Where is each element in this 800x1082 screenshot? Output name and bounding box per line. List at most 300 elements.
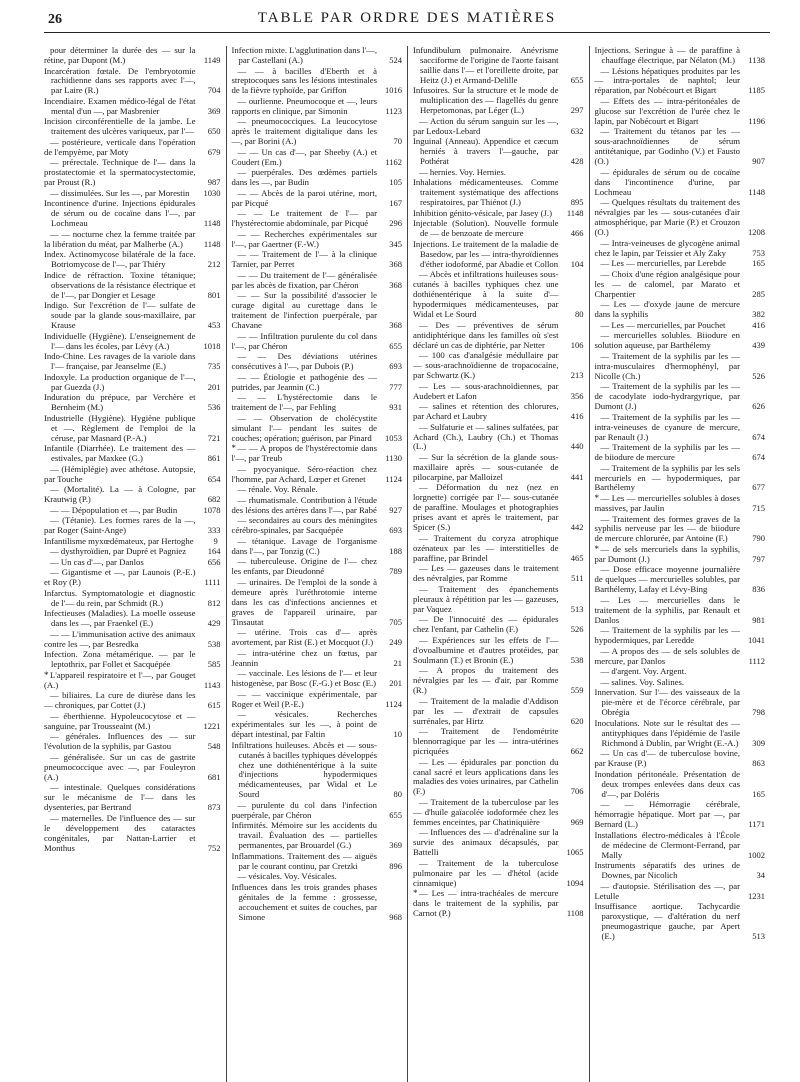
index-entry [595,331,766,351]
index-entry [232,496,403,516]
index-entry [595,515,766,545]
index-entry [44,814,221,854]
index-entry [44,352,221,372]
index-entry [413,117,584,137]
entry-text: — — Des déviations utérines consécutives à l'—, par Dubois (P.) [231,351,377,372]
entry-text: — Dose efficace moyenne journalière de quelques — mercurielles solubles, par Barthélemy, Lafay et Lévy-Bing [594,564,740,595]
entry-text: Infectieuses (Maladies). La moelle osseuse dans les —, par Fraenkel (E.) [44,608,196,629]
index-entry [595,688,766,718]
entry-text: — générales. Influences des — sur l'évolution de la syphilis, par Gastou [44,731,196,752]
index-entry [413,209,584,219]
entry-page-number: 693 [389,361,402,372]
entry-page-number: 1148 [748,186,765,197]
entry-page-number: 104 [570,258,584,269]
entry-page-number: 1171 [748,819,765,830]
entry-page-number: 654 [207,473,221,484]
entry-text: — Des — préventives de sérum antidiphtérique dans les familles où s'est déclaré un cas de diphtérie, par Netter [413,319,559,350]
index-column-4 [589,46,771,1082]
entry-text: — — Abcès de la paroi utérine, mort, par Picqué [231,187,377,208]
entry-page-number: 705 [389,616,402,627]
entry-text: — — Observation de cholécystite simulant l'— pendant les suites de couches; opération; guérison, par Pinard [231,412,377,443]
entry-text: Inhibition génito-vésicale, par Jasey (J.) [413,207,552,218]
entry-page-number: 297 [570,105,584,116]
entry-text: Infundibulum pulmonaire. Anévrisme sacciforme de l'origine de l'aorte faisant saillie dans l'— et l'oreillette droite, par Heitz (J.) et Armand-Delille [413,46,559,85]
index-entry [595,382,766,412]
entry-text: Individuelle (Hygiène). L'enseignement de l'— dans les écoles, par Lévy (A.) [44,330,196,351]
index-entry [44,189,221,199]
index-entry [413,402,584,422]
entry-text: — — à bacilles d'Eberth et à streptocoques sans les lésions intestinales de la fièvre typhoïde, par Griffon [231,65,377,96]
index-entry [595,678,766,688]
entry-text: — intestinale. Quelques considérations sur le mécanisme de l'— dans les dysenteries, par Bertrand [44,782,196,813]
entry-text: — A propos des — de sels solubles de mercure, par Danlos [594,645,740,666]
entry-text: Insuffisance aortique. Tachycardie paroxystique, — d'altération du nerf pneumogastrique gauche, par Apert (E.) [594,901,740,942]
entry-text: Injections. Le traitement de la maladie de Basedow, par les — intra-thyroïdiennes d'éther iodoformé, par Abadie et Collon [413,238,559,269]
index-entry [44,783,221,813]
entry-page-number: 679 [207,146,221,157]
entry-page-number: 704 [207,85,221,96]
entry-text: — Les — mercurielles dans le traitement de la syphilis, par Renault et Danlos [594,594,740,625]
index-entry [232,414,403,444]
index-entry [44,158,221,188]
entry-page-number: 167 [389,197,402,208]
entry-page-number: 188 [389,545,402,556]
index-entry [595,168,766,198]
index-entry [413,534,584,564]
entry-page-number: 1148 [566,207,584,218]
entry-page-number: 382 [752,309,765,320]
index-entry [595,626,766,646]
entry-page-number: 524 [389,54,402,65]
index-entry [413,137,584,167]
entry-page-number: 1094 [566,877,584,888]
entry-page-number: 1196 [748,115,765,126]
entry-text: Infirmités. Mémoire sur les accidents du travail. Évaluation des — partielles permanentes, par Brouardel (G.) [231,820,377,851]
index-entry [595,749,766,769]
entry-page-number: 968 [389,911,402,922]
entry-text: — (Mortalité). La — à Cologne, par Krautwig (P.) [44,484,196,505]
index-entry [44,301,221,331]
entry-page-number: 812 [207,597,221,608]
entry-page-number: 1108 [566,908,584,919]
index-entry [413,585,584,615]
index-column-3 [407,46,589,1082]
index-entry [232,852,403,872]
entry-text: — puerpérales. Des œdèmes partiels dans les —, par Budin [231,167,377,188]
index-entry [595,565,766,595]
entry-text: — Sulfaturie et — salines sulfatées, par Achard (Ch.), Laubry (Ch.) et Thomas (L.) [413,421,559,452]
entry-page-number: 1124 [385,698,402,709]
entry-text: — Choix d'une région analgésique pour les — de calomel, par Marato et Charpentier [594,268,740,299]
index-entry [413,178,584,208]
index-entry [44,67,221,97]
entry-page-number: 165 [752,258,765,269]
entry-text: — Quelques résultats du traitement des névralgies par les — sous-cutanées d'air atmosphérique, par Marie (P.) et Crouzon (O.) [594,197,740,238]
index-entry [413,666,584,696]
index-entry [44,671,221,691]
entry-page-number: 105 [389,177,402,188]
entry-text: — — Recherches expérimentales sur l'—, par Gaertner (F.-W.) [231,228,377,249]
entry-text: — mercurielles solubles. Biiodure en solution aqueuse, par Barthélemy [594,330,740,351]
index-entry [44,46,221,66]
entry-text: — 100 cas d'analgésie médullaire par — sous-arachnoïdienne de tropacocaïne, par Schwartz (K.) [413,350,559,381]
index-entry [413,564,584,584]
index-entry [413,46,584,86]
entry-text: — Les — mercurielles, par Pouchet [600,319,726,330]
index-entry [232,271,403,291]
entry-page-number: 1130 [385,453,402,464]
entry-text: — — nocturne chez la femme traitée par la libération du méat, par Malherbe (A.) [44,228,196,249]
index-entry [44,485,221,505]
entry-page-number: 428 [570,156,584,167]
entry-page-number: 548 [207,741,221,752]
index-entry [44,250,221,270]
entry-page-number: 526 [752,370,765,381]
entry-text: Indo-Chine. Les ravages de la variole dans l'— française, par Jeanselme (E.) [44,351,196,372]
index-entry [232,393,403,413]
entry-page-number: 368 [389,279,402,290]
index-entry [44,97,221,117]
entry-text: — prérectale. Technique de l'— dans la prostatectomie et la spermatocystectomie, par Proust (R.) [44,157,196,188]
entry-text: — Les — gazeuses dans le traitement des névralgies, par Romme [413,563,559,584]
entry-page-number: 345 [389,238,402,249]
entry-page-number: 693 [389,525,402,536]
index-entry [44,589,221,609]
entry-page-number: 465 [570,552,584,563]
entry-page-number: 1111 [204,577,221,588]
entry-text: — Les — intra-trachéales de mercure dans le traitement de la syphilis, par Carnot (P.) [413,888,559,919]
entry-text: — tétanique. Lavage de l'organisme dans l'—, par Tonzig (C.) [231,535,377,556]
entry-text: Induration du prépuce, par Verchère et Bernheim (M.) [44,392,196,413]
index-entry [44,414,221,444]
index-entry [44,332,221,352]
entry-text: Incision circonférentielle de la jambe. Le traitement des ulcères variqueux, par l'— [44,116,196,137]
index-entry [44,506,221,516]
index-entry [595,198,766,238]
entry-page-number: 1231 [748,890,765,901]
entry-page-number: 466 [570,228,584,239]
entry-marker: * [44,669,49,680]
entry-page-number: 682 [207,494,221,505]
entry-text: — Traitement de la syphilis par les — intra-musculaires d'hermophényl, par Nicolle (Ch.) [594,350,740,381]
index-entry [595,239,766,259]
entry-text: Installations électro-médicales à l'École de médecine de Clermont-Ferrand, par Mally [594,829,740,860]
index-entry [413,219,584,239]
index-entry [595,770,766,800]
entry-text: — Traitement de la syphilis par les — hypodermiques, par Leredde [594,625,740,646]
entry-text: Incontinence d'urine. Injections épidurales de sérum ou de cocaïne dans l'—, par Lochmeau [44,198,196,229]
entry-page-number: 650 [207,126,221,137]
entry-text: — Traitement des épanchements pleuraux à répétition par les — gazeuses, par Vaquez [413,583,559,614]
entry-page-number: 1018 [203,340,221,351]
entry-text: — Un cas d'— de tuberculose bovine, par Krause (P.) [594,748,740,769]
index-entry [595,443,766,463]
entry-page-number: 10 [393,729,402,740]
entry-page-number: 969 [570,816,584,827]
entry-page-number: 790 [752,533,765,544]
entry-text: — urinaires. De l'emploi de la sonde à demeure après l'uréthrotomie interne dans les cas d'infections anciennes et graves de l'appareil urinaire, par Tinsautat [231,576,377,627]
entry-page-number: 1002 [748,849,765,860]
index-entry [44,630,221,650]
entry-text: Indoxyle. La production organique de l'—, par Guezda (J.) [44,371,196,392]
entry-page-number: 715 [752,502,765,513]
index-entry [232,373,403,393]
entry-page-number: 981 [752,614,765,625]
entry-text: — rénale. Voy. Rénale. [237,484,318,495]
entry-text: — — L'immunisation active des animaux contre les —, par Besredka [44,628,196,649]
page-number: 26 [48,12,62,27]
entry-page-number: 861 [207,453,221,464]
index-entry [232,230,403,250]
page-header [44,10,770,36]
entry-page-number: 1123 [385,105,402,116]
index-entry [413,798,584,828]
entry-marker: * [231,443,236,454]
index-entry [232,557,403,577]
entry-text: — — Du traitement de l'— généralisée par les abcès de fixation, par Chéron [231,269,377,290]
entry-page-number: 513 [752,931,765,942]
entry-page-number: 1065 [566,847,584,858]
index-entry [44,558,221,568]
entry-page-number: 106 [570,339,584,350]
entry-text: — vésicales. Recherches expérimentales sur les —, à point de départ intestinal, par Faltin [231,709,377,740]
index-columns [44,46,770,1082]
index-entry [595,67,766,97]
entry-text: — intra-utérine chez un fœtus, par Jeannin [231,647,377,668]
index-entry [413,168,584,178]
entry-text: — A propos du traitement des névralgies par les — d'air, par Romme (R.) [413,665,559,696]
entry-page-number: 655 [389,809,402,820]
index-entry [413,758,584,798]
index-entry [413,828,584,858]
entry-page-number: 538 [570,654,584,665]
entry-text: Injectable (Solution). Nouvelle formule de — de benzoate de mercure [413,218,559,239]
entry-text: — éberthienne. Hypoleucocytose et — sanguine, par Trousseaint (M.) [44,710,196,731]
entry-text: — secondaires au cours des méningites cérébro-spinales, par Sacquépée [231,515,377,536]
entry-page-number: 706 [570,786,584,797]
index-entry [595,800,766,830]
index-entry [44,373,221,393]
entry-page-number: 585 [207,659,221,670]
entry-text: — Traitement de la syphilis par les — de cacodylate iodo-hydrargyrique, par Dumont (J.) [594,381,740,412]
entry-text: — épidurales de sérum ou de cocaïne dans l'incontinence d'urine, par Lochmeau [594,166,740,197]
entry-page-number: 1208 [748,227,765,238]
entry-text: — Abcès et infiltrations huileuses sous-cutanés à bacilles typhiques chez une dothiénentérique à la suite d'— hypodermiques médicamenteuses, par Widal et Le Sourd [413,269,559,320]
index-entry [413,889,584,919]
entry-page-number: 735 [207,361,221,372]
index-entry [413,453,584,483]
entry-page-number: 164 [207,546,221,557]
entry-text: — d'autopsie. Stérilisation des —, par Letulle [594,880,740,901]
index-entry [595,494,766,514]
index-column-1 [44,46,226,1082]
entry-page-number: 789 [389,566,402,577]
index-entry [595,719,766,749]
entry-page-number: 798 [752,707,765,718]
entry-page-number: 429 [207,618,221,629]
entry-text: — Traitement de la syphilis par les — intra-veineuses de cyanure de mercure, par Renault (J.) [594,411,740,442]
entry-text: Index. Actinomycose bilatérale de la face. Botriomycose de l'—, par Thiéry [44,249,196,270]
entry-page-number: 368 [389,259,402,270]
index-entry [232,690,403,710]
index-entry [44,230,221,250]
index-entry [232,741,403,801]
entry-text: — rhumatismale. Contribution à l'étude des lésions des artères dans l'—, par Rabé [231,494,377,515]
entry-page-number: 441 [570,471,584,482]
entry-page-number: 1162 [385,156,402,167]
index-entry [232,168,403,188]
entry-text: — salines et rétention des chlorures, par Achard et Laubry [413,401,559,422]
index-entry [232,872,403,882]
entry-text: — — Infiltration purulente du col dans l'—, par Chéron [231,330,377,351]
entry-text: Infarctus. Symptomatologie et diagnostic de l'— du rein, par Schmidt (R.) [44,587,196,608]
entry-page-number: 632 [570,125,584,136]
entry-page-number: 536 [207,402,221,413]
entry-page-number: 369 [207,105,221,116]
index-entry [413,483,584,533]
entry-page-number: 201 [389,678,402,689]
entry-text: — ourlienne. Pneumocoque et —, leurs rapports en clinique, par Simonin [231,95,377,116]
entry-page-number: 80 [393,789,402,800]
index-entry [595,464,766,494]
entry-text: — Expériences sur les effets de l'— d'ovoalbumine et d'autres protéides, par Soulmann (T.) et Bronin (E.) [413,634,559,665]
index-entry [413,859,584,889]
index-entry [595,46,766,66]
entry-text: Inondation péritonéale. Présentation de deux trompes enlevées dans deux cas d'—, par Doléris [594,768,740,799]
entry-page-number: 513 [570,603,584,614]
index-entry [413,636,584,666]
entry-page-number: 931 [389,402,402,413]
entry-page-number: 416 [570,411,584,422]
entry-text: — Les — épidurales par ponction du canal sacré et leurs applications dans les maladies des voies urinaires, par Cathelin (F.) [413,756,559,797]
entry-page-number: 1078 [203,504,221,515]
entry-page-number: 863 [752,758,765,769]
entry-text: — maternelles. De l'influence des — sur le développement des cataractes congénitales, par Nattan-Larrier et Monthus [44,812,196,853]
entry-text: — (Tétanie). Les formes rares de la —, par Roger (Saint-Ange) [44,515,196,536]
index-entry [44,271,221,301]
entry-page-number: 439 [752,340,765,351]
entry-text: — Traitement de la tuberculose pulmonaire par les — d'hétol (acide cinnamique) [413,857,559,888]
index-entry [44,393,221,413]
index-entry [413,240,584,270]
entry-text: — Influences des — d'adrénaline sur la survie des animaux décapsulés, par Battelli [413,827,559,858]
index-entry [595,321,766,331]
index-entry [595,127,766,167]
index-entry [232,291,403,331]
entry-text: — — A propos de l'hystérectomie dans l'—, par Treub [231,443,377,464]
index-entry [595,596,766,626]
entry-text: Industrielle (Hygiène). Hygiène publique et —. Règlement de l'emploi de la céruse, par Masnard (P.-A.) [44,412,196,443]
header-rule [44,32,770,33]
entry-page-number: 987 [207,177,221,188]
index-entry [232,148,403,168]
entry-text: — utérine. Trois cas d'— après avortement, par Rist (E.) et Mocquot (J.) [231,627,377,648]
index-entry [595,352,766,382]
index-entry [44,547,221,557]
entry-page-number: 674 [752,431,765,442]
index-entry [232,97,403,117]
entry-page-number: 201 [207,381,221,392]
entry-text: — — Hémorragie cérébrale, hémorragie hépatique. Mort par —, par Bernard (L.) [594,799,740,830]
index-entry [44,138,221,158]
index-entry [413,615,584,635]
index-entry [232,332,403,352]
index-entry [44,650,221,670]
entry-text: Infusoires. Sur la structure et le mode de multiplication des — flagellés du genre Herpetomonas, par Léger (L.) [413,85,559,116]
index-entry [413,727,584,757]
entry-text: — Action du sérum sanguin sur les —, par Ledoux-Lebard [413,115,559,136]
entry-text: — Traitement du tétanos par les — sous-arachnoïdiennes de sérum antitétanique, par Godinho (V.) et Fausto (O.) [594,126,740,167]
entry-text: — vaccinale. Les lésions de l'— et leur histogenèse, par Bosc (F.-G.) et Bosc (E.) [231,668,377,689]
entry-page-number: 836 [752,584,765,595]
entry-text: — pyocyanique. Séro-réaction chez l'homme, par Achard, Lœper et Grenet [231,463,377,484]
index-entry [595,545,766,565]
entry-page-number: 801 [207,289,221,300]
entry-text: — Un cas d'—, par Danlos [50,556,144,567]
index-entry [232,578,403,628]
index-entry [232,465,403,485]
entry-text: — Les — sous-arachnoïdiennes, par Audebert et Lafon [413,380,559,401]
entry-text: Infection. Zona métamérique. — par le leptothrix, par Follet et Sacquépée [44,649,196,670]
entry-page-number: 1112 [748,655,765,666]
entry-text: — — Dépopulation et —, par Budin [50,504,178,515]
index-entry [595,902,766,942]
entry-page-number: 1124 [385,473,402,484]
entry-text: — tuberculeuse. Origine de l'— chez les enfants, par Dieudonné [231,556,377,577]
entry-text: — Traitement de l'endométrite blennorragique par les — intra-utérines picriquées [413,726,559,757]
entry-page-number: 356 [570,390,584,401]
index-column-2 [226,46,408,1082]
entry-text: — Traitement du coryza atrophique ozénateux par les — interstitielles de paraffine, par Brindel [413,532,559,563]
index-entry [413,270,584,320]
index-entry [232,628,403,648]
entry-text: — d'argent. Voy. Argent. [600,666,687,677]
entry-page-number: 655 [389,340,402,351]
entry-text: — — Traitement de l'— à la clinique Tarnier, par Perret [231,249,377,270]
index-entry [595,647,766,667]
entry-text: — — Sur la possibilité d'associer le curage digital au curettage dans le traitement de l'infection puerpérale, par Chavane [231,290,377,331]
entry-text: — biliaires. La cure de diurèse dans les — chroniques, par Cottet (J.) [44,690,196,711]
entry-page-number: 453 [207,320,221,331]
index-entry [595,861,766,881]
entry-page-number: 752 [207,842,221,853]
entry-page-number: 1053 [385,432,402,443]
entry-text: Inguinal (Anneau). Appendice et cæcum herniés à travers l'—gauche, par Pothérat [413,136,559,167]
entry-page-number: 1143 [203,679,221,690]
entry-text: Inhalations médicamenteuses. Comme traitement systématique des affections respiratoires, par Thiénot (J.) [413,177,559,208]
entry-text: Infantile (Diarrhée). Le traitement des — estivales, par Maxkee (G.) [44,443,196,464]
entry-page-number: 895 [570,197,584,208]
entry-text: — Les — mercurielles solubles à doses massives, par Jaulin [594,493,740,513]
index-entry [232,250,403,270]
entry-page-number: 626 [752,401,765,412]
entry-text: — dysthyroïdien, par Dupré et Pagniez [50,546,187,557]
entry-text: — de sels mercuriels dans la syphilis, par Dumont (J.) [594,543,740,564]
entry-text: Infection mixte. L'agglutination dans l'—, par Castellani (A.) [231,46,377,65]
entry-page-number: 620 [570,715,584,726]
entry-text: — — vaccinique expérimentale, par Roger et Weil (P.-E.) [231,688,377,709]
entry-text: — (Hémiplégie) avec athétose. Autopsie, par Touche [44,463,196,484]
index-entry [595,97,766,127]
index-entry [232,801,403,821]
index-entry [232,117,403,147]
index-entry [44,117,221,137]
entry-text: — — Un cas d'—, par Sheeby (A.) et Coudert (Em.) [231,146,377,167]
entry-page-number: 333 [207,525,221,536]
entry-page-number: 511 [571,573,584,584]
entry-text: Influences dans les trois grandes phases génitales de la femme : grossesse, accouchement et suites de couches, par Simone [231,881,377,922]
index-entry [232,516,403,536]
